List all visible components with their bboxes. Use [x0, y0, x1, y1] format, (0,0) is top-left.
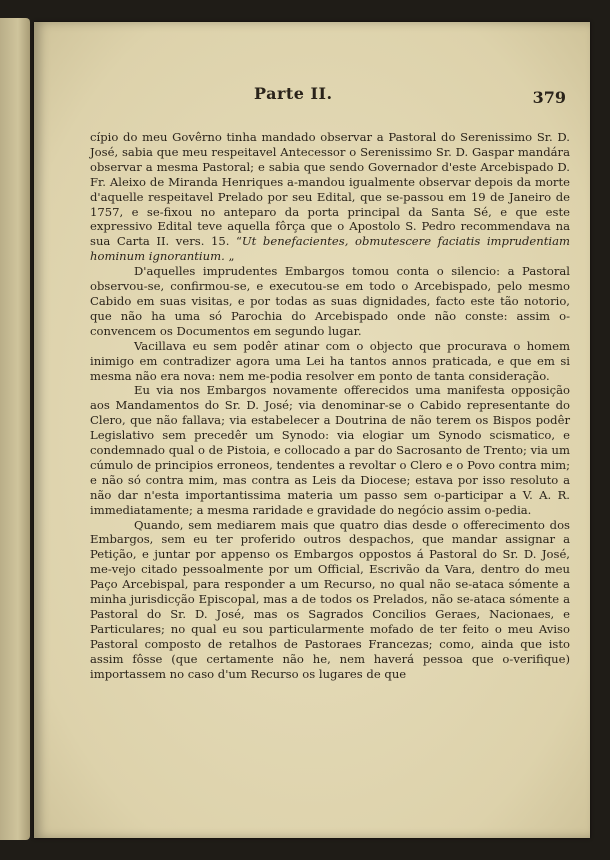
- paragraph: Vacillava eu sem podêr atinar com o objecto que procurava o homem inimigo em contradizer agora uma Lei ha tantos annos praticada, e que em si mesma não era nova: nem me-podia resolver em ponto de tanta consideração.: [90, 338, 570, 383]
- paragraph: D'aquelles imprudentes Embargos tomou conta o silencio: a Pastoral observou-se, confirmou-se, e executou-se em todo o Arcebispado, pelo mesmo Cabido em suas visitas, e por todas as suas dignidades, facto este tão notorio, que não ha uma só Parochia do Arcebispado onde não conste: assim o-convencem os Documentos em segundo lugar.: [90, 264, 570, 338]
- facing-page-edge: [0, 18, 30, 840]
- body-text: [90, 130, 570, 682]
- paragraph: Quando, sem mediarem mais que quatro dias desde o offerecimento dos Embargos, sem eu ter proferido outros despachos, que mandar assignar a Petição, e juntar por appenso os Embargos oppostos á Pastoral do Sr. D. José, me-vejo citado pessoalmente por um Official, Escrivão da Vara, dentro do meu Paço Arcebispal, para responder a um Recurso, no qual não se-ataca sómente a minha jurisdicção Episcopal, mas a de todos os Prelados, não se-ataca sómente a Pastoral do Sr. D. José, mas os Sagrados Concilios Geraes, Nacionaes, e Particulares; no qual eu sou particularmente mofado de ter feito o meu Aviso Pastoral composto de retalhos de Pastoraes Francezas; como, ainda que isto assim fôsse (que certamente não he, nem haverá pessoa que o-verifique) importassem no caso d'um Recurso os lugares de que: [90, 517, 570, 681]
- page-header: [34, 84, 590, 108]
- page-number: 379: [532, 88, 566, 107]
- book-page: [34, 22, 590, 838]
- paragraph: Eu via nos Embargos novamente offerecidos uma manifesta opposição aos Mandamentos do Sr. D. José; via denominar-se o Cabido representante do Clero, que não fallava; via estabelecer a Doutrina de não terem os Bispos podêr Legislativo sem precedêr um Synodo: via elogiar um Synodo scismatico, e condemnado qual o de Pistoia, e collocado a par do Sacrosanto de Trento; via um cúmulo de principios erroneos, tendentes a revoltar o Clero e o Povo contra mim; e não só contra mim, mas contra as Leis da Diocese; estava por isso resoluto a não dar n'esta importantissima materia um passo sem o-participar a V. A. R. immediatamente; a mesma raridade e gravidade do negócio assim o-pedia.: [90, 383, 570, 517]
- latin-quotation: Ut benefacientes, obmutescere faciatis imprudentiam hominum ignorantium.: [90, 234, 571, 264]
- paragraph: cípio do meu Govêrno tinha mandado observar a Pastoral do Serenissimo Sr. D. José, sabia que meu respeitavel Antecessor o Serenissimo Sr. D. Gaspar mandára observar a mesma Pastoral; e sabia que sendo Governador d'este Arcebispado D. Fr. Aleixo de Miranda Henriques a-mandou igualmente observar depois da morte d'aquelle respeitavel Prelado por seu Edital, que se-passou em 19 de Janeiro de 1757, e se-fixou no anteparo da porta principal da Santa Sé, e que este expressivo Edital teve aquella fôrça que o Apostolo S. Pedro recommendava na sua Carta II. vers. 15. “Ut benefacientes, obmutescere faciatis imprudentiam hominum ignorantium. „: [90, 130, 571, 264]
- running-head: Parte II.: [254, 84, 333, 103]
